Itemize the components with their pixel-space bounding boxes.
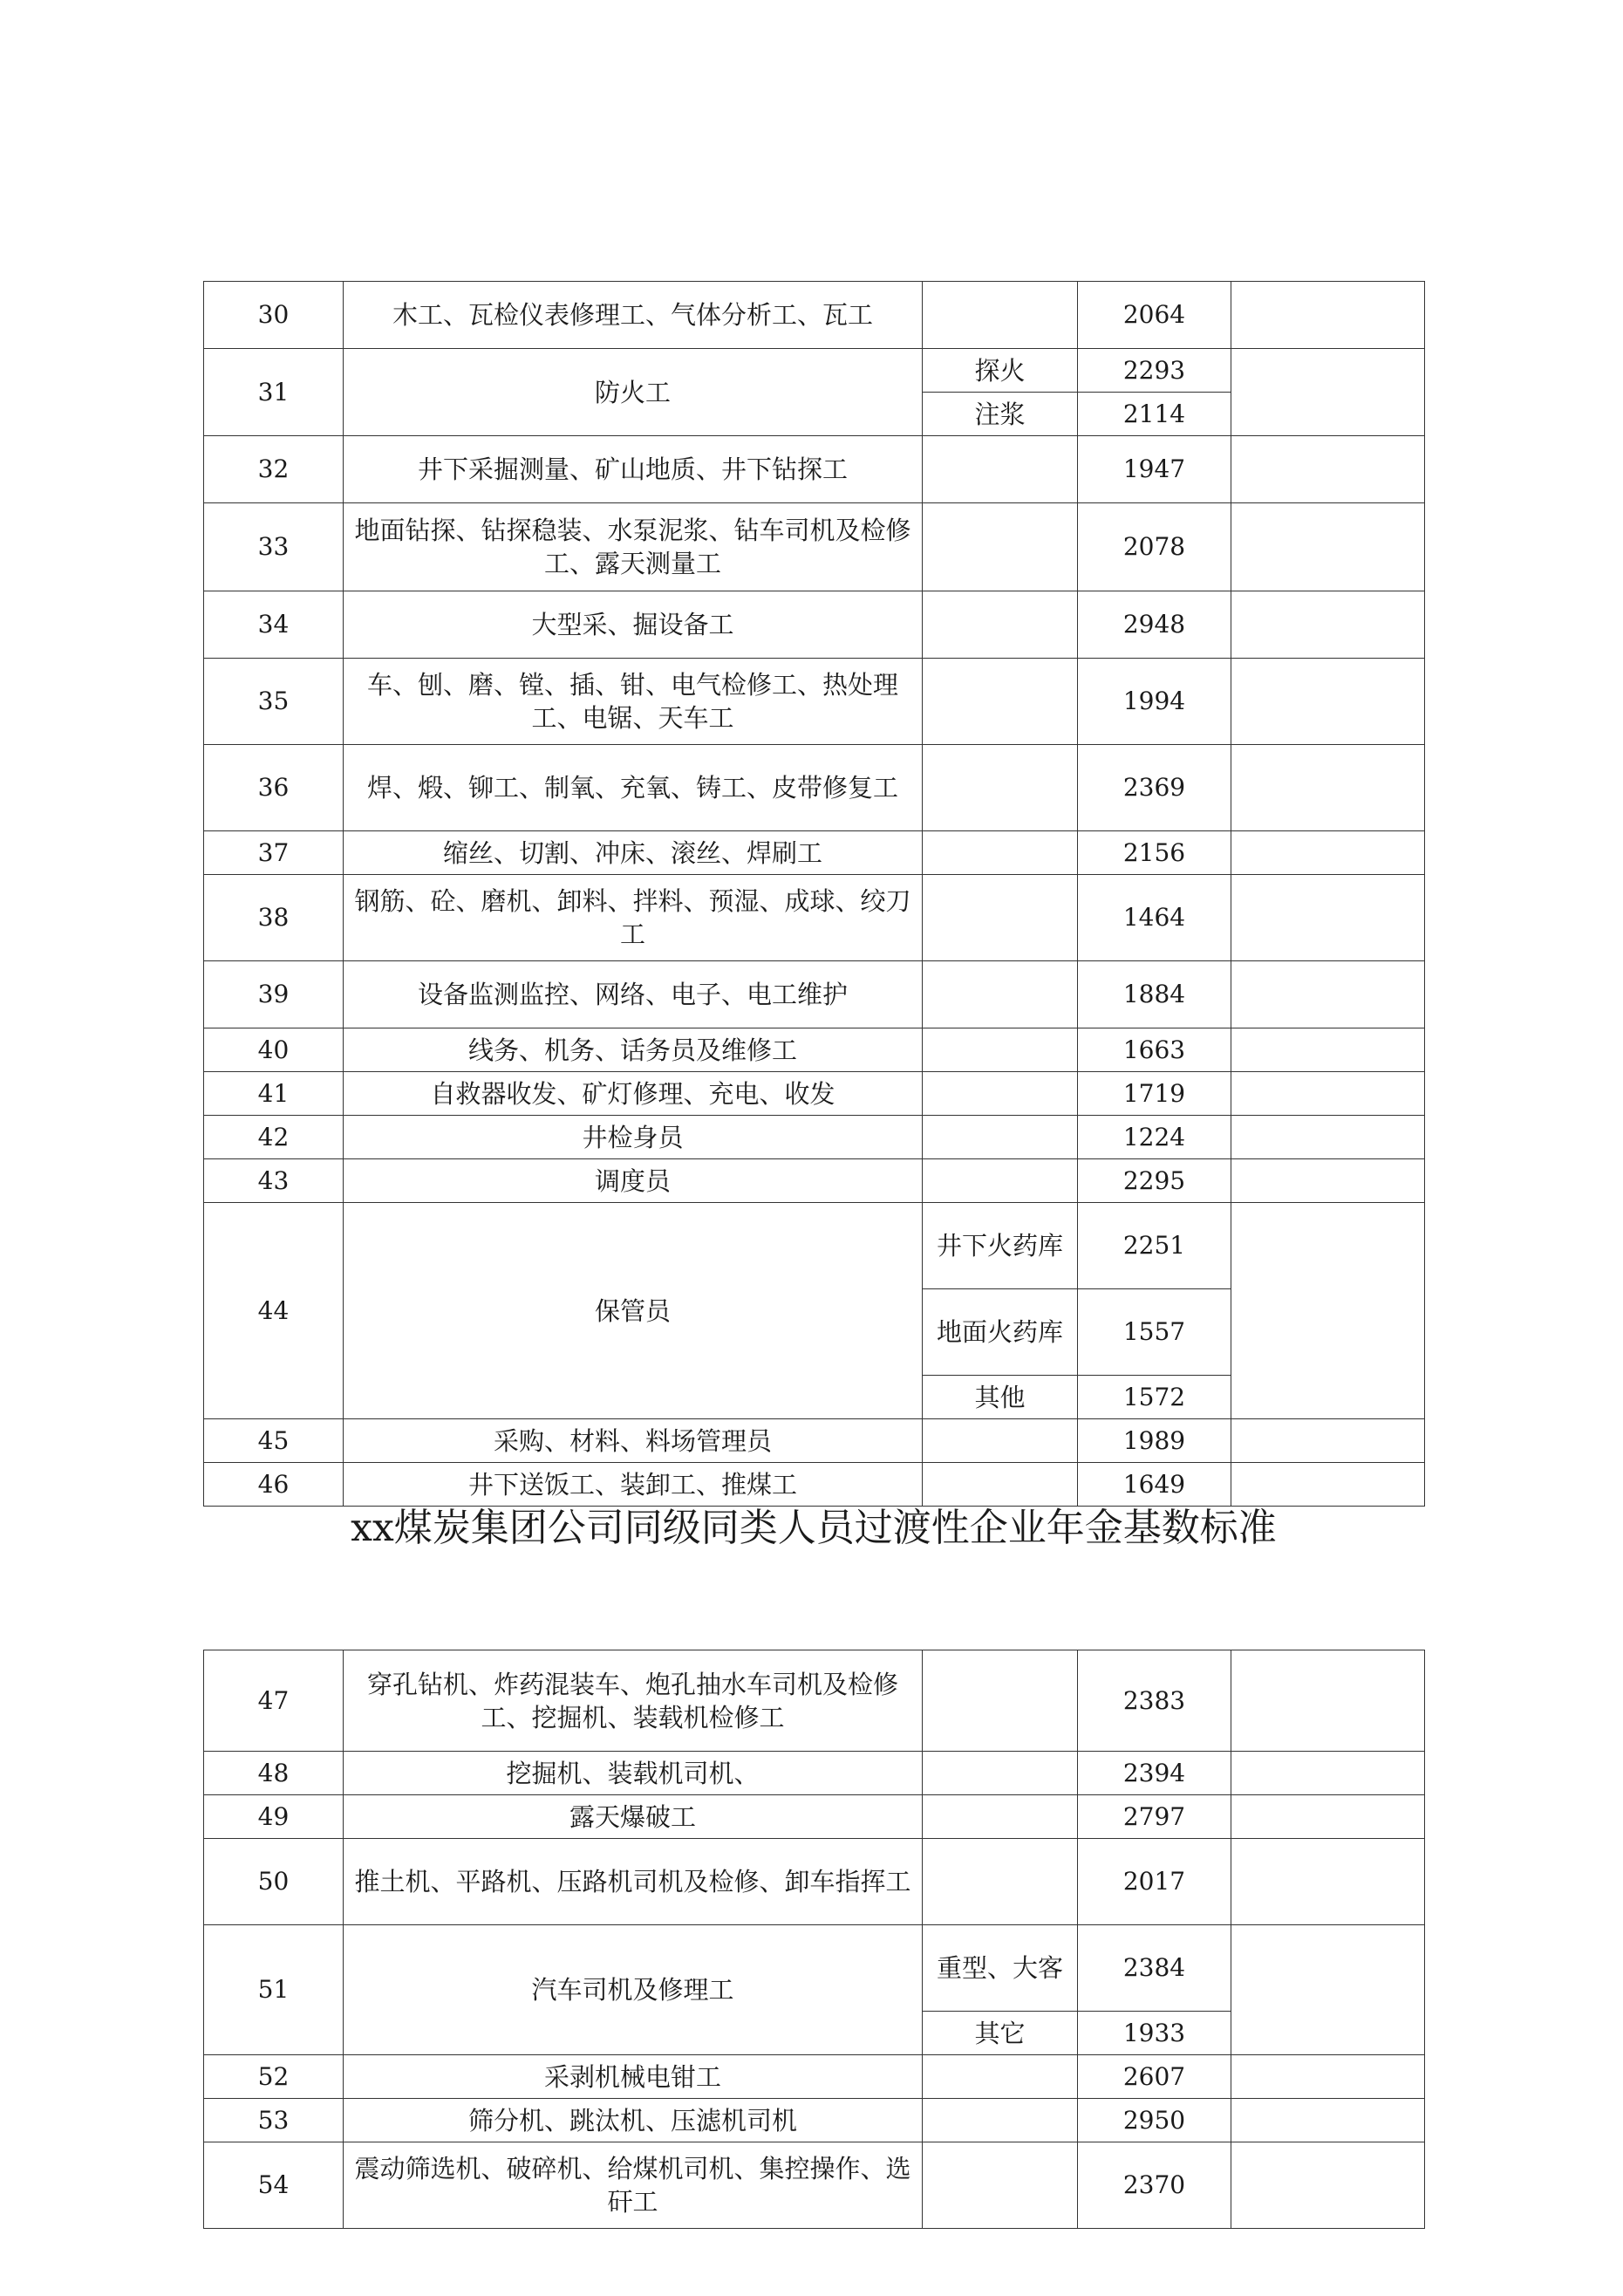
base-amount: 1994 [1078, 659, 1231, 745]
base-amount: 2251 [1078, 1203, 1231, 1289]
remark-cell [1231, 349, 1425, 436]
row-number: 46 [204, 1463, 344, 1507]
row-number: 38 [204, 875, 344, 961]
job-subcategory [923, 659, 1078, 745]
job-title: 钢筋、砼、磨机、卸料、拌料、预湿、成球、绞刀工 [344, 875, 923, 961]
remark-cell [1231, 2099, 1425, 2142]
remark-cell [1231, 1116, 1425, 1159]
table-row [204, 1650, 1425, 1752]
row-number: 48 [204, 1752, 344, 1795]
table-row [204, 349, 1425, 393]
job-title: 焊、煅、铆工、制氧、充氧、铸工、皮带修复工 [344, 745, 923, 831]
table-row [204, 1203, 1425, 1289]
row-number: 34 [204, 591, 344, 659]
job-title: 线务、机务、话务员及维修工 [344, 1028, 923, 1072]
base-amount: 2369 [1078, 745, 1231, 831]
job-title: 露天爆破工 [344, 1795, 923, 1839]
base-amount: 1884 [1078, 961, 1231, 1028]
job-subcategory: 井下火药库 [923, 1203, 1078, 1289]
row-number: 50 [204, 1839, 344, 1925]
job-subcategory: 探火 [923, 349, 1078, 393]
page-title: xx煤炭集团公司同级同类人员过渡性企业年金基数标准 [351, 1506, 1277, 1550]
job-subcategory [923, 1795, 1078, 1839]
table-row [204, 1028, 1425, 1072]
job-subcategory [923, 1116, 1078, 1159]
base-amount: 2064 [1078, 282, 1231, 349]
base-amount: 2384 [1078, 1925, 1231, 2012]
job-title: 车、刨、磨、镗、插、钳、电气检修工、热处理工、电锯、天车工 [344, 659, 923, 745]
job-subcategory: 地面火药库 [923, 1289, 1078, 1376]
remark-cell [1231, 1752, 1425, 1795]
base-amount: 2797 [1078, 1795, 1231, 1839]
remark-cell [1231, 961, 1425, 1028]
job-subcategory [923, 1159, 1078, 1203]
remark-cell [1231, 2142, 1425, 2229]
job-title: 自救器收发、矿灯修理、充电、收发 [344, 1072, 923, 1116]
base-amount: 1572 [1078, 1376, 1231, 1419]
job-subcategory [923, 1650, 1078, 1752]
table-row [204, 2142, 1425, 2229]
table-row [204, 1116, 1425, 1159]
remark-cell [1231, 659, 1425, 745]
table-row [204, 436, 1425, 503]
job-subcategory [923, 2142, 1078, 2229]
remark-cell [1231, 1419, 1425, 1463]
job-title: 震动筛选机、破碎机、给煤机司机、集控操作、选矸工 [344, 2142, 923, 2229]
table-row [204, 503, 1425, 591]
job-title: 地面钻探、钻探稳装、水泵泥浆、钻车司机及检修工、露天测量工 [344, 503, 923, 591]
base-amount: 2114 [1078, 393, 1231, 436]
base-amount: 2156 [1078, 831, 1231, 875]
base-amount: 1224 [1078, 1116, 1231, 1159]
remark-cell [1231, 1159, 1425, 1203]
allowance-table-2 [203, 1650, 1425, 2229]
row-number: 35 [204, 659, 344, 745]
job-subcategory [923, 1463, 1078, 1507]
row-number: 45 [204, 1419, 344, 1463]
job-title: 井下送饭工、装卸工、推煤工 [344, 1463, 923, 1507]
base-amount: 2370 [1078, 2142, 1231, 2229]
row-number: 42 [204, 1116, 344, 1159]
base-amount: 1947 [1078, 436, 1231, 503]
row-number: 33 [204, 503, 344, 591]
row-number: 44 [204, 1203, 344, 1419]
job-subcategory [923, 503, 1078, 591]
table-row [204, 875, 1425, 961]
row-number: 39 [204, 961, 344, 1028]
job-subcategory: 注浆 [923, 393, 1078, 436]
remark-cell [1231, 1028, 1425, 1072]
job-title: 调度员 [344, 1159, 923, 1203]
job-title: 防火工 [344, 349, 923, 436]
job-subcategory [923, 1752, 1078, 1795]
job-title: 井下采掘测量、矿山地质、井下钻探工 [344, 436, 923, 503]
job-subcategory [923, 875, 1078, 961]
row-number: 31 [204, 349, 344, 436]
row-number: 37 [204, 831, 344, 875]
row-number: 47 [204, 1650, 344, 1752]
base-amount: 1464 [1078, 875, 1231, 961]
job-subcategory [923, 745, 1078, 831]
job-subcategory [923, 1028, 1078, 1072]
remark-cell [1231, 503, 1425, 591]
job-title: 保管员 [344, 1203, 923, 1419]
job-title: 穿孔钻机、炸药混装车、炮孔抽水车司机及检修工、挖掘机、装载机检修工 [344, 1650, 923, 1752]
job-title: 采购、材料、料场管理员 [344, 1419, 923, 1463]
row-number: 53 [204, 2099, 344, 2142]
job-subcategory [923, 591, 1078, 659]
remark-cell [1231, 875, 1425, 961]
job-title: 挖掘机、装载机司机、 [344, 1752, 923, 1795]
job-title: 缩丝、切割、冲床、滚丝、焊刷工 [344, 831, 923, 875]
job-title: 大型采、掘设备工 [344, 591, 923, 659]
job-title: 推土机、平路机、压路机司机及检修、卸车指挥工 [344, 1839, 923, 1925]
base-amount: 2293 [1078, 349, 1231, 393]
remark-cell [1231, 1839, 1425, 1925]
base-amount: 1663 [1078, 1028, 1231, 1072]
job-title: 采剥机械电钳工 [344, 2055, 923, 2099]
row-number: 36 [204, 745, 344, 831]
table-row [204, 961, 1425, 1028]
job-subcategory [923, 2055, 1078, 2099]
base-amount: 2017 [1078, 1839, 1231, 1925]
row-number: 52 [204, 2055, 344, 2099]
job-subcategory [923, 2099, 1078, 2142]
job-title: 筛分机、跳汰机、压滤机司机 [344, 2099, 923, 2142]
job-subcategory: 其他 [923, 1376, 1078, 1419]
base-amount: 2948 [1078, 591, 1231, 659]
base-amount: 1719 [1078, 1072, 1231, 1116]
table-row [204, 659, 1425, 745]
remark-cell [1231, 1463, 1425, 1507]
table-row [204, 1463, 1425, 1507]
table-row [204, 1795, 1425, 1839]
table-row [204, 1839, 1425, 1925]
remark-cell [1231, 1795, 1425, 1839]
base-amount: 2950 [1078, 2099, 1231, 2142]
table-row [204, 1159, 1425, 1203]
table-row [204, 1752, 1425, 1795]
base-amount: 1649 [1078, 1463, 1231, 1507]
row-number: 43 [204, 1159, 344, 1203]
base-amount: 1933 [1078, 2012, 1231, 2055]
job-subcategory [923, 1839, 1078, 1925]
table-row [204, 745, 1425, 831]
remark-cell [1231, 282, 1425, 349]
job-subcategory [923, 961, 1078, 1028]
allowance-table-1 [203, 281, 1425, 1507]
row-number: 54 [204, 2142, 344, 2229]
remark-cell [1231, 1203, 1425, 1419]
job-title: 木工、瓦检仪表修理工、气体分析工、瓦工 [344, 282, 923, 349]
remark-cell [1231, 1650, 1425, 1752]
job-subcategory [923, 1419, 1078, 1463]
job-subcategory [923, 1072, 1078, 1116]
row-number: 32 [204, 436, 344, 503]
remark-cell [1231, 436, 1425, 503]
row-number: 30 [204, 282, 344, 349]
base-amount: 2383 [1078, 1650, 1231, 1752]
table-row [204, 1419, 1425, 1463]
table-row [204, 1072, 1425, 1116]
remark-cell [1231, 1925, 1425, 2055]
row-number: 40 [204, 1028, 344, 1072]
row-number: 49 [204, 1795, 344, 1839]
table-row [204, 2055, 1425, 2099]
table-row [204, 2099, 1425, 2142]
job-subcategory: 其它 [923, 2012, 1078, 2055]
table-row [204, 1925, 1425, 2012]
job-subcategory: 重型、大客 [923, 1925, 1078, 2012]
job-title: 设备监测监控、网络、电子、电工维护 [344, 961, 923, 1028]
table-row [204, 282, 1425, 349]
job-title: 汽车司机及修理工 [344, 1925, 923, 2055]
row-number: 41 [204, 1072, 344, 1116]
base-amount: 1557 [1078, 1289, 1231, 1376]
base-amount: 2394 [1078, 1752, 1231, 1795]
remark-cell [1231, 745, 1425, 831]
job-subcategory [923, 436, 1078, 503]
job-subcategory [923, 831, 1078, 875]
row-number: 51 [204, 1925, 344, 2055]
base-amount: 2078 [1078, 503, 1231, 591]
base-amount: 2607 [1078, 2055, 1231, 2099]
remark-cell [1231, 831, 1425, 875]
base-amount: 1989 [1078, 1419, 1231, 1463]
remark-cell [1231, 2055, 1425, 2099]
remark-cell [1231, 591, 1425, 659]
remark-cell [1231, 1072, 1425, 1116]
base-amount: 2295 [1078, 1159, 1231, 1203]
table-row [204, 591, 1425, 659]
table-row [204, 831, 1425, 875]
job-subcategory [923, 282, 1078, 349]
job-title: 井检身员 [344, 1116, 923, 1159]
